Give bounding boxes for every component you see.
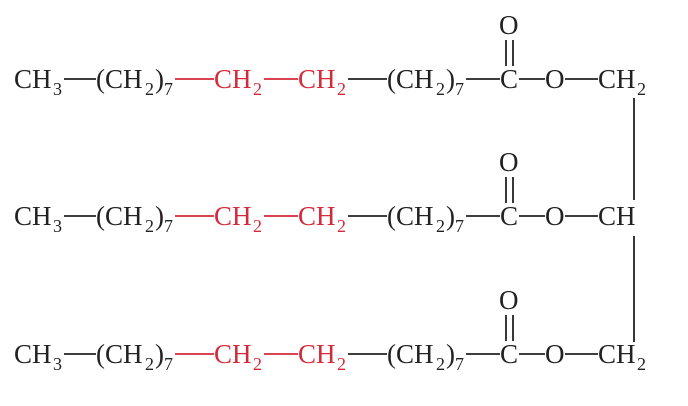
methylene-subscript: 2 bbox=[436, 79, 445, 99]
paren-close: ) bbox=[155, 339, 164, 369]
highlighted-ch2: CH bbox=[214, 64, 252, 94]
highlighted-ch2-subscript: 2 bbox=[337, 79, 346, 99]
highlighted-ch2: CH bbox=[298, 201, 336, 231]
highlighted-ch2-subscript: 2 bbox=[253, 79, 262, 99]
glycerol-carbon: CH bbox=[598, 64, 636, 94]
methylene-subscript: 2 bbox=[145, 354, 154, 374]
carbonyl-carbon: C bbox=[500, 339, 519, 369]
ch3-subscript: 3 bbox=[53, 216, 62, 236]
highlighted-ch2-subscript: 2 bbox=[337, 216, 346, 236]
ester-oxygen: O bbox=[545, 64, 565, 94]
repeat-count: 7 bbox=[455, 354, 464, 374]
paren-close: ) bbox=[446, 339, 455, 369]
highlighted-ch2: CH bbox=[298, 339, 336, 369]
paren-close: ) bbox=[446, 201, 455, 231]
methylene-run-right: (CH bbox=[387, 201, 434, 231]
carbonyl-oxygen: O bbox=[499, 285, 519, 315]
methylene-run-right: (CH bbox=[387, 339, 434, 369]
highlighted-ch2-subscript: 2 bbox=[253, 216, 262, 236]
ch3-group: CH bbox=[14, 339, 52, 369]
methylene-subscript: 2 bbox=[145, 216, 154, 236]
methylene-run-left: (CH bbox=[96, 201, 143, 231]
ester-chain-3 bbox=[14, 285, 646, 374]
ch3-subscript: 3 bbox=[53, 79, 62, 99]
ch3-group: CH bbox=[14, 64, 52, 94]
methylene-subscript: 2 bbox=[145, 79, 154, 99]
methylene-run-left: (CH bbox=[96, 339, 143, 369]
highlighted-ch2: CH bbox=[214, 339, 252, 369]
carbonyl-carbon: C bbox=[500, 201, 519, 231]
methylene-subscript: 2 bbox=[436, 354, 445, 374]
highlighted-ch2-subscript: 2 bbox=[253, 354, 262, 374]
methylene-run-left: (CH bbox=[96, 64, 143, 94]
ester-chain-1 bbox=[14, 10, 646, 99]
methylene-subscript: 2 bbox=[436, 216, 445, 236]
carbonyl-carbon: C bbox=[500, 64, 519, 94]
glycerol-subscript: 2 bbox=[637, 79, 646, 99]
repeat-count: 7 bbox=[455, 79, 464, 99]
glycerol-carbon: CH bbox=[598, 201, 636, 231]
ch3-group: CH bbox=[14, 201, 52, 231]
paren-close: ) bbox=[155, 64, 164, 94]
glycerol-carbon: CH bbox=[598, 339, 636, 369]
repeat-count: 7 bbox=[164, 354, 173, 374]
ch3-subscript: 3 bbox=[53, 354, 62, 374]
highlighted-ch2: CH bbox=[298, 64, 336, 94]
carbonyl-oxygen: O bbox=[499, 147, 519, 177]
highlighted-ch2: CH bbox=[214, 201, 252, 231]
methylene-run-right: (CH bbox=[387, 64, 434, 94]
repeat-count: 7 bbox=[164, 79, 173, 99]
paren-close: ) bbox=[446, 64, 455, 94]
repeat-count: 7 bbox=[164, 216, 173, 236]
paren-close: ) bbox=[155, 201, 164, 231]
ester-chain-2 bbox=[14, 147, 636, 236]
repeat-count: 7 bbox=[455, 216, 464, 236]
glycerol-subscript: 2 bbox=[637, 354, 646, 374]
highlighted-ch2-subscript: 2 bbox=[337, 354, 346, 374]
ester-oxygen: O bbox=[545, 201, 565, 231]
ester-oxygen: O bbox=[545, 339, 565, 369]
carbonyl-oxygen: O bbox=[499, 10, 519, 40]
